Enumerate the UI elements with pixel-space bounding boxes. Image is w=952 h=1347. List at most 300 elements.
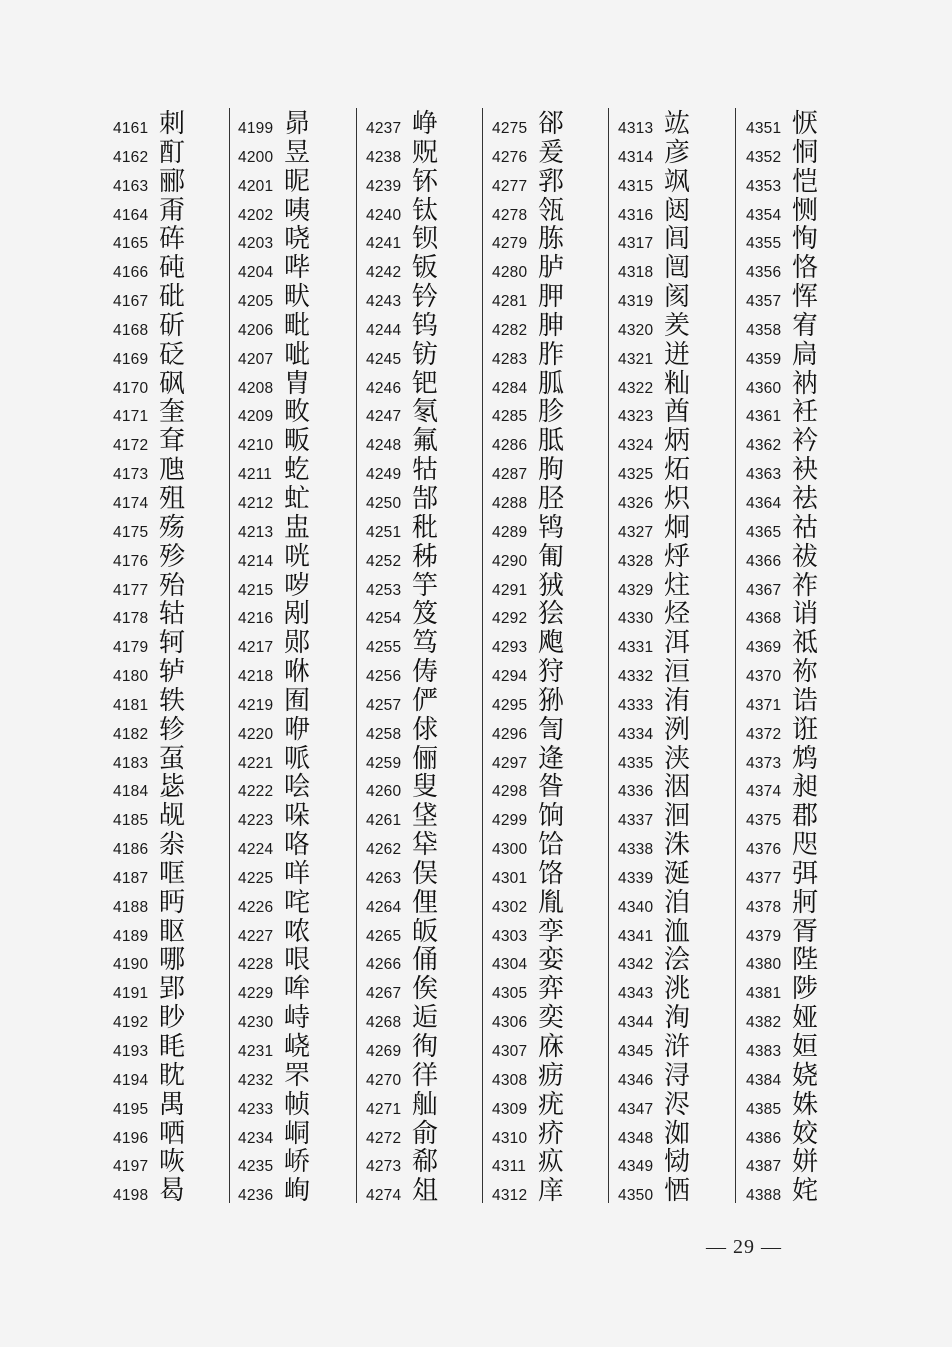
entry-number: 4217 xyxy=(238,639,274,657)
list-item xyxy=(746,370,864,399)
list-item xyxy=(492,600,610,629)
table-column xyxy=(492,110,610,1206)
entry-character: 峙 xyxy=(284,1003,311,1034)
list-item xyxy=(746,1148,864,1177)
list-item xyxy=(746,312,864,341)
entry-number: 4190 xyxy=(113,956,149,974)
list-item xyxy=(366,485,484,514)
entry-character: 姘 xyxy=(792,1147,819,1178)
entry-number: 4367 xyxy=(746,581,782,599)
entry-character: 殆 xyxy=(159,570,186,601)
entry-character: 炳 xyxy=(664,426,691,457)
list-item xyxy=(746,139,864,168)
entry-number: 4209 xyxy=(238,408,274,426)
list-item xyxy=(746,1177,864,1206)
entry-character: 逅 xyxy=(412,1003,439,1034)
entry-number: 4329 xyxy=(618,581,654,599)
entry-character: 眈 xyxy=(159,1060,186,1091)
entry-number: 4349 xyxy=(618,1158,654,1176)
entry-character: 昝 xyxy=(538,772,565,803)
entry-number: 4242 xyxy=(366,264,402,282)
list-item xyxy=(366,312,484,341)
entry-character: 帧 xyxy=(284,1089,311,1120)
entry-number: 4202 xyxy=(238,206,274,224)
entry-character: 炷 xyxy=(664,570,691,601)
entry-character: 恓 xyxy=(664,1176,691,1207)
list-item xyxy=(238,600,356,629)
list-item xyxy=(366,1120,484,1149)
entry-number: 4382 xyxy=(746,1014,782,1032)
entry-number: 4222 xyxy=(238,783,274,801)
list-item xyxy=(366,831,484,860)
entry-character: 胤 xyxy=(538,887,565,918)
entry-number: 4374 xyxy=(746,783,782,801)
entry-number: 4204 xyxy=(238,264,274,282)
entry-number: 4332 xyxy=(618,668,654,686)
entry-character: 刺 xyxy=(159,109,186,139)
entry-character: 阂 xyxy=(664,282,691,313)
list-item xyxy=(366,1004,484,1033)
entry-character: 饷 xyxy=(538,801,565,832)
entry-number: 4278 xyxy=(492,206,528,224)
column-divider xyxy=(229,108,230,1203)
entry-number: 4228 xyxy=(238,956,274,974)
entry-number: 4379 xyxy=(746,927,782,945)
entry-character: 爰 xyxy=(538,137,565,168)
list-item xyxy=(618,485,736,514)
list-item xyxy=(366,110,484,139)
entry-number: 4302 xyxy=(492,898,528,916)
entry-character: 陛 xyxy=(792,945,819,976)
entry-number: 4165 xyxy=(113,235,149,253)
list-item xyxy=(238,1120,356,1149)
entry-character: 俞 xyxy=(412,1118,439,1149)
table-column xyxy=(618,110,736,1206)
entry-character: 徉 xyxy=(412,1060,439,1091)
entry-number: 4369 xyxy=(746,639,782,657)
list-item xyxy=(746,802,864,831)
entry-character: 轱 xyxy=(159,599,186,630)
entry-character: 钯 xyxy=(412,368,439,399)
entry-number: 4294 xyxy=(492,668,528,686)
entry-number: 4249 xyxy=(366,466,402,484)
entry-character: 哔 xyxy=(284,253,311,284)
list-item xyxy=(366,139,484,168)
list-item xyxy=(113,168,231,197)
entry-character: 竑 xyxy=(664,109,691,139)
entry-character: 姹 xyxy=(792,1176,819,1207)
entry-number: 4221 xyxy=(238,754,274,772)
list-item xyxy=(492,1062,610,1091)
entry-number: 4301 xyxy=(492,869,528,887)
entry-number: 4208 xyxy=(238,379,274,397)
list-item xyxy=(492,543,610,572)
entry-character: 叟 xyxy=(412,772,439,803)
entry-number: 4368 xyxy=(746,610,782,628)
entry-character: 哞 xyxy=(284,974,311,1005)
entry-number: 4300 xyxy=(492,841,528,859)
entry-character: 眊 xyxy=(159,1032,186,1062)
entry-number: 4285 xyxy=(492,408,528,426)
entry-character: 飒 xyxy=(664,166,691,197)
entry-character: 畋 xyxy=(284,397,311,428)
entry-number: 4276 xyxy=(492,148,528,166)
entry-number: 4289 xyxy=(492,523,528,541)
entry-character: 诰 xyxy=(792,685,819,716)
list-item xyxy=(492,370,610,399)
list-item xyxy=(366,1062,484,1091)
entry-character: 皈 xyxy=(412,916,439,947)
entry-character: 氟 xyxy=(412,426,439,457)
entry-number: 4260 xyxy=(366,783,402,801)
entry-number: 4295 xyxy=(492,696,528,714)
entry-character: 炽 xyxy=(664,483,691,514)
entry-character: 郦 xyxy=(159,166,186,197)
list-item xyxy=(238,1148,356,1177)
entry-character: 殂 xyxy=(159,483,186,514)
entry-character: 钤 xyxy=(412,282,439,313)
entry-number: 4213 xyxy=(238,523,274,541)
entry-number: 4223 xyxy=(238,812,274,830)
entry-number: 4206 xyxy=(238,321,274,339)
entry-character: 洙 xyxy=(664,830,691,861)
list-item xyxy=(366,860,484,889)
list-item xyxy=(492,1177,610,1206)
entry-number: 4269 xyxy=(366,1043,402,1060)
list-item xyxy=(113,975,231,1004)
entry-character: 哚 xyxy=(284,801,311,832)
entry-number: 4355 xyxy=(746,235,782,253)
list-item xyxy=(238,427,356,456)
entry-number: 4364 xyxy=(746,494,782,512)
list-item xyxy=(618,889,736,918)
entry-character: 砘 xyxy=(159,253,186,284)
entry-character: 哌 xyxy=(284,743,311,774)
list-item xyxy=(618,514,736,543)
entry-number: 4169 xyxy=(113,350,149,368)
entry-number: 4378 xyxy=(746,898,782,916)
list-item xyxy=(238,946,356,975)
list-item xyxy=(746,283,864,312)
list-item xyxy=(366,225,484,254)
entry-number: 4313 xyxy=(618,120,654,137)
list-item xyxy=(238,168,356,197)
entry-number: 4262 xyxy=(366,841,402,859)
list-item xyxy=(238,802,356,831)
entry-number: 4319 xyxy=(618,293,654,311)
list-item xyxy=(618,600,736,629)
entry-character: 飑 xyxy=(538,628,565,659)
list-item xyxy=(238,197,356,226)
column-divider xyxy=(735,108,736,1203)
entry-number: 4338 xyxy=(618,841,654,859)
entry-character: 烃 xyxy=(664,599,691,630)
entry-number: 4215 xyxy=(238,581,274,599)
list-item xyxy=(746,860,864,889)
entry-character: 咻 xyxy=(284,657,311,688)
entry-number: 4214 xyxy=(238,552,274,570)
list-item xyxy=(366,341,484,370)
list-item xyxy=(746,225,864,254)
list-item xyxy=(618,831,736,860)
entry-character: 洹 xyxy=(664,657,691,688)
entry-number: 4237 xyxy=(366,120,402,137)
list-item xyxy=(618,370,736,399)
list-item xyxy=(492,860,610,889)
table-column xyxy=(746,110,864,1206)
list-item xyxy=(113,745,231,774)
list-item xyxy=(746,658,864,687)
entry-character: 恂 xyxy=(792,224,819,255)
entry-number: 4255 xyxy=(366,639,402,657)
entry-character: 浒 xyxy=(664,1032,691,1062)
entry-character: 恫 xyxy=(792,137,819,168)
entry-number: 4306 xyxy=(492,1014,528,1032)
entry-character: 孪 xyxy=(538,916,565,947)
list-item xyxy=(366,745,484,774)
entry-number: 4373 xyxy=(746,754,782,772)
list-item xyxy=(113,1091,231,1120)
entry-character: 宥 xyxy=(792,310,819,341)
entry-character: 烀 xyxy=(664,541,691,572)
entry-character: 胝 xyxy=(538,426,565,457)
list-item xyxy=(618,975,736,1004)
list-item xyxy=(746,110,864,139)
list-item xyxy=(746,427,864,456)
entry-character: 哓 xyxy=(284,224,311,255)
entry-character: 胙 xyxy=(538,339,565,370)
entry-number: 4286 xyxy=(492,437,528,455)
entry-character: 毖 xyxy=(159,772,186,803)
table-column xyxy=(113,110,231,1206)
entry-number: 4267 xyxy=(366,985,402,1003)
entry-character: 竽 xyxy=(412,570,439,601)
list-item xyxy=(492,485,610,514)
entry-number: 4339 xyxy=(618,869,654,887)
list-item xyxy=(366,168,484,197)
entry-character: 弈 xyxy=(538,974,565,1005)
entry-character: 洳 xyxy=(664,1118,691,1149)
list-item xyxy=(618,398,736,427)
entry-character: 炯 xyxy=(664,512,691,543)
entry-number: 4229 xyxy=(238,985,274,1003)
entry-number: 4232 xyxy=(238,1071,274,1089)
entry-character: 狲 xyxy=(538,685,565,716)
entry-number: 4348 xyxy=(618,1129,654,1147)
entry-character: 贶 xyxy=(412,137,439,168)
list-item xyxy=(618,572,736,601)
list-item xyxy=(618,860,736,889)
entry-number: 4187 xyxy=(113,869,149,887)
entry-number: 4337 xyxy=(618,812,654,830)
list-item xyxy=(238,1091,356,1120)
entry-character: 洌 xyxy=(664,714,691,745)
entry-character: 疥 xyxy=(538,1118,565,1149)
entry-number: 4173 xyxy=(113,466,149,484)
entry-character: 洧 xyxy=(664,685,691,716)
entry-character: 虼 xyxy=(284,455,311,486)
list-item xyxy=(366,946,484,975)
entry-character: 姝 xyxy=(792,1089,819,1120)
entry-character: 胨 xyxy=(538,224,565,255)
list-item xyxy=(238,773,356,802)
list-item xyxy=(492,1120,610,1149)
entry-character: 逄 xyxy=(538,743,565,774)
list-item xyxy=(366,802,484,831)
entry-number: 4388 xyxy=(746,1187,782,1205)
list-item xyxy=(746,1062,864,1091)
list-item xyxy=(366,629,484,658)
list-item xyxy=(113,225,231,254)
entry-character: 牁 xyxy=(792,887,819,918)
list-item xyxy=(618,1004,736,1033)
entry-number: 4244 xyxy=(366,321,402,339)
list-item xyxy=(366,398,484,427)
list-item xyxy=(238,543,356,572)
list-item xyxy=(492,514,610,543)
entry-character: 峤 xyxy=(284,1147,311,1178)
entry-character: 秭 xyxy=(412,541,439,572)
entry-character: 呲 xyxy=(284,339,311,370)
entry-number: 4323 xyxy=(618,408,654,426)
list-item xyxy=(366,918,484,947)
entry-character: 甭 xyxy=(159,195,186,226)
entry-character: 俨 xyxy=(412,685,439,716)
list-item xyxy=(238,918,356,947)
entry-number: 4163 xyxy=(113,177,149,195)
entry-number: 4193 xyxy=(113,1043,149,1060)
entry-character: 郧 xyxy=(284,628,311,659)
list-item xyxy=(492,197,610,226)
entry-number: 4268 xyxy=(366,1014,402,1032)
list-item xyxy=(366,283,484,312)
list-item xyxy=(238,514,356,543)
entry-character: 洄 xyxy=(664,801,691,832)
list-item xyxy=(113,341,231,370)
entry-number: 4344 xyxy=(618,1014,654,1032)
entry-character: 峒 xyxy=(284,1118,311,1149)
entry-number: 4327 xyxy=(618,523,654,541)
entry-character: 饹 xyxy=(538,858,565,889)
entry-character: 疬 xyxy=(538,1060,565,1091)
entry-character: 砒 xyxy=(159,282,186,313)
list-item xyxy=(238,1033,356,1062)
entry-character: 斫 xyxy=(159,310,186,341)
entry-number: 4166 xyxy=(113,264,149,282)
entry-number: 4324 xyxy=(618,437,654,455)
list-item xyxy=(366,254,484,283)
list-item xyxy=(746,543,864,572)
list-item xyxy=(366,975,484,1004)
list-item xyxy=(492,225,610,254)
entry-character: 郜 xyxy=(412,483,439,514)
list-item xyxy=(113,629,231,658)
list-item xyxy=(366,773,484,802)
entry-character: 朐 xyxy=(538,455,565,486)
entry-number: 4363 xyxy=(746,466,782,484)
entry-character: 狩 xyxy=(538,657,565,688)
entry-number: 4292 xyxy=(492,610,528,628)
entry-number: 4164 xyxy=(113,206,149,224)
list-item xyxy=(238,485,356,514)
entry-character: 俎 xyxy=(412,1176,439,1207)
entry-character: 殄 xyxy=(159,541,186,572)
list-item xyxy=(746,773,864,802)
entry-number: 4387 xyxy=(746,1158,782,1176)
list-item xyxy=(618,225,736,254)
list-item xyxy=(238,658,356,687)
column-divider xyxy=(482,108,483,1203)
entry-number: 4343 xyxy=(618,985,654,1003)
list-item xyxy=(113,514,231,543)
entry-number: 4248 xyxy=(366,437,402,455)
list-item xyxy=(238,398,356,427)
entry-character: 胂 xyxy=(538,310,565,341)
list-item xyxy=(746,1004,864,1033)
entry-character: 咫 xyxy=(792,830,819,861)
entry-number: 4189 xyxy=(113,927,149,945)
entry-character: 咩 xyxy=(284,858,311,889)
entry-character: 昴 xyxy=(284,109,311,139)
entry-number: 4273 xyxy=(366,1158,402,1176)
list-item xyxy=(113,456,231,485)
entry-character: 眇 xyxy=(159,1003,186,1034)
list-item xyxy=(238,254,356,283)
entry-number: 4362 xyxy=(746,437,782,455)
entry-number: 4198 xyxy=(113,1187,149,1205)
entry-number: 4383 xyxy=(746,1043,782,1060)
entry-number: 4162 xyxy=(113,148,149,166)
list-item xyxy=(618,1062,736,1091)
entry-number: 4167 xyxy=(113,293,149,311)
entry-number: 4235 xyxy=(238,1158,274,1176)
entry-number: 4194 xyxy=(113,1071,149,1089)
entry-character: 砭 xyxy=(159,339,186,370)
entry-character: 奎 xyxy=(159,397,186,428)
entry-number: 4358 xyxy=(746,321,782,339)
entry-character: 昵 xyxy=(284,166,311,197)
list-item xyxy=(366,543,484,572)
list-item xyxy=(746,341,864,370)
entry-character: 禺 xyxy=(159,1089,186,1120)
column-divider xyxy=(608,108,609,1203)
entry-character: 祛 xyxy=(792,483,819,514)
entry-number: 4216 xyxy=(238,610,274,628)
entry-number: 4321 xyxy=(618,350,654,368)
list-item xyxy=(618,1148,736,1177)
entry-character: 庠 xyxy=(538,1176,565,1207)
entry-number: 4381 xyxy=(746,985,782,1003)
list-item xyxy=(366,370,484,399)
entry-number: 4192 xyxy=(113,1014,149,1032)
list-item xyxy=(746,456,864,485)
list-item xyxy=(618,254,736,283)
entry-character: 诮 xyxy=(792,599,819,630)
list-item xyxy=(366,1177,484,1206)
entry-character: 诳 xyxy=(792,714,819,745)
list-item xyxy=(492,1148,610,1177)
entry-character: 疣 xyxy=(538,1089,565,1120)
entry-number: 4188 xyxy=(113,898,149,916)
list-item xyxy=(366,716,484,745)
entry-number: 4210 xyxy=(238,437,274,455)
entry-number: 4309 xyxy=(492,1100,528,1118)
entry-character: 洫 xyxy=(664,916,691,947)
list-item xyxy=(746,485,864,514)
list-item xyxy=(618,946,736,975)
entry-character: 恸 xyxy=(664,1147,691,1178)
list-item xyxy=(492,745,610,774)
